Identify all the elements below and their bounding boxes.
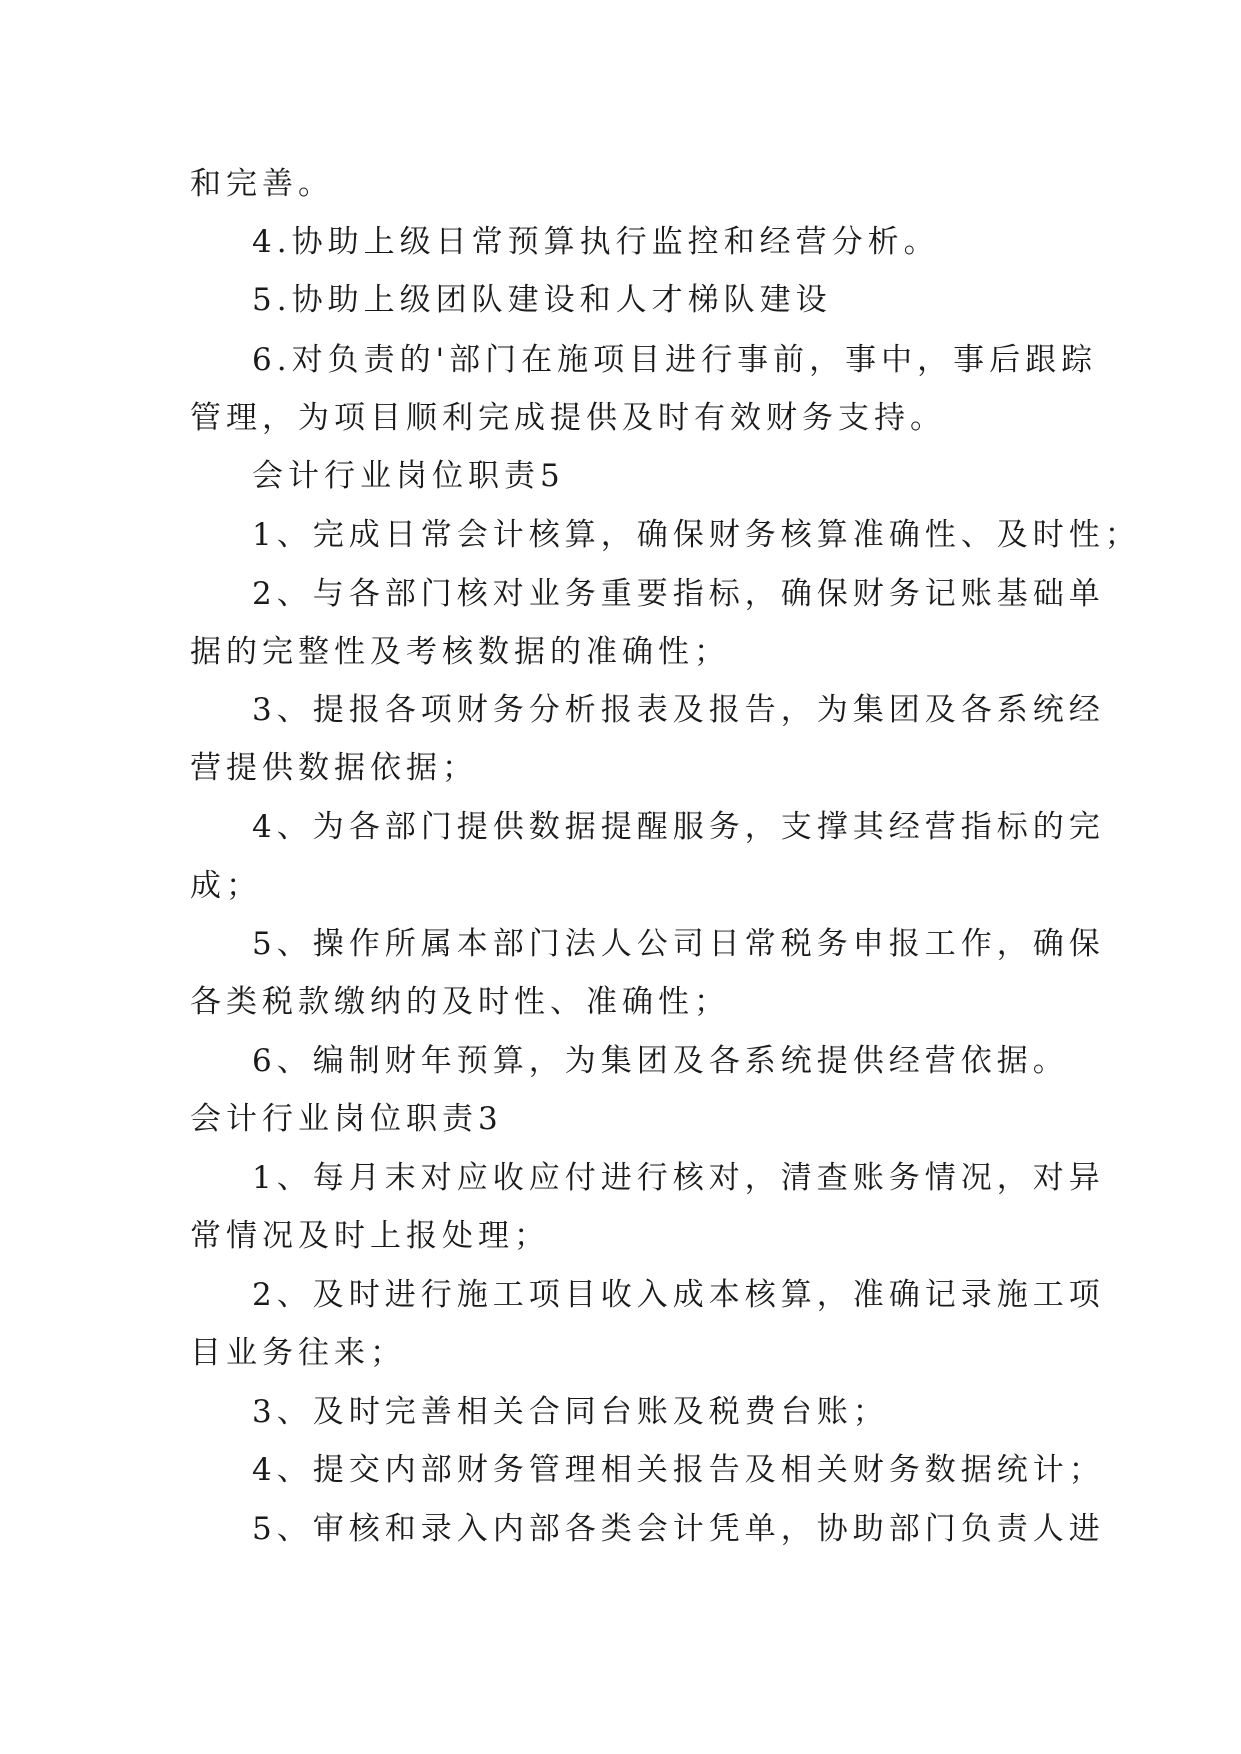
text-line: 各类税款缴纳的及时性、准确性； [190, 984, 730, 1020]
text-line: 2、及时进行施工项目收入成本核算，准确记录施工项 [252, 1277, 1105, 1313]
text-line: 据的完整性及考核数据的准确性； [190, 634, 730, 670]
section-heading: 会计行业岗位职责3 [190, 1101, 503, 1137]
text-line: 5.协助上级团队建设和人才梯队建设 [252, 282, 832, 318]
text-line: 营提供数据依据； [190, 750, 478, 786]
text-line: 1、完成日常会计核算，确保财务核算准确性、及时性； [252, 517, 1141, 553]
text-line: 5、审核和录入内部各类会计凭单，协助部门负责人进 [252, 1511, 1105, 1547]
text-line: 管理，为项目顺利完成提供及时有效财务支持。 [190, 400, 946, 436]
text-line: 成； [190, 868, 262, 904]
text-line: 常情况及时上报处理； [190, 1218, 550, 1254]
section-heading: 会计行业岗位职责5 [252, 458, 565, 494]
text-line: 和完善。 [190, 166, 334, 202]
text-line: 5、操作所属本部门法人公司日常税务申报工作，确保 [252, 926, 1105, 962]
text-line: 3、提报各项财务分析报表及报告，为集团及各系统经 [252, 692, 1105, 728]
text-line: 4、提交内部财务管理相关报告及相关财务数据统计； [252, 1452, 1105, 1488]
text-line: 4.协助上级日常预算执行监控和经营分析。 [252, 224, 940, 260]
text-line: 3、及时完善相关合同台账及税费台账； [252, 1394, 889, 1430]
text-line: 6、编制财年预算，为集团及各系统提供经营依据。 [252, 1043, 1069, 1079]
text-line: 4、为各部门提供数据提醒服务，支撑其经营指标的完 [252, 809, 1105, 845]
text-line: 2、与各部门核对业务重要指标，确保财务记账基础单 [252, 576, 1105, 612]
text-line: 6.对负责的'部门在施项目进行事前，事中，事后跟踪 [252, 342, 1098, 378]
text-line: 1、每月末对应收应付进行核对，清查账务情况，对异 [252, 1160, 1105, 1196]
text-line: 目业务往来； [190, 1335, 406, 1371]
